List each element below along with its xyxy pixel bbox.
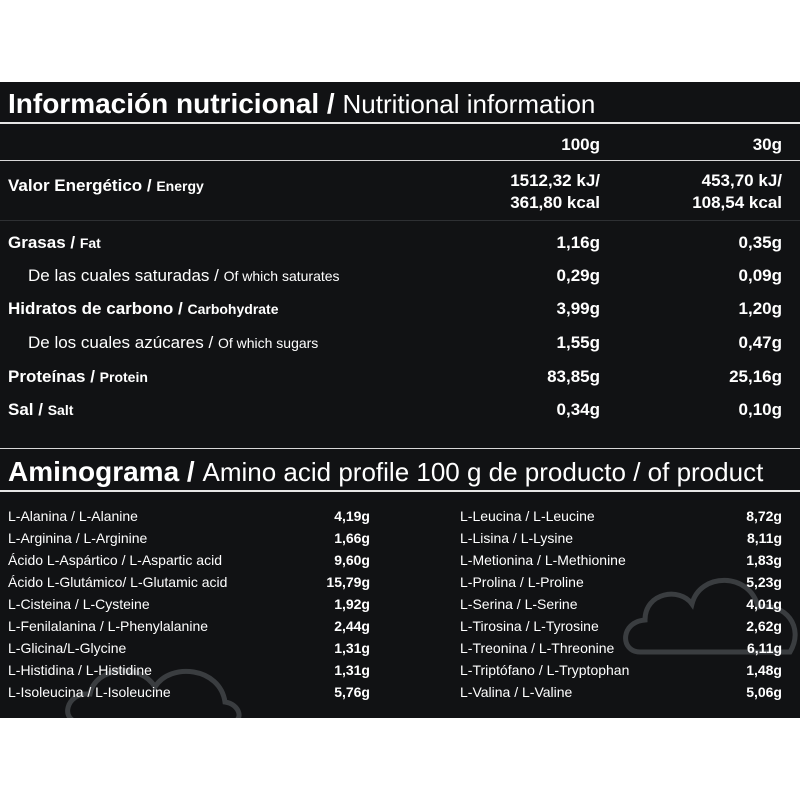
header-divider bbox=[0, 160, 800, 161]
amino-value: 15,79g bbox=[326, 574, 370, 590]
nutrition-title-es: Información nutricional bbox=[8, 88, 320, 119]
nutrition-title-en: Nutritional information bbox=[342, 89, 596, 119]
carbohydrate-value-100g: 3,99g bbox=[556, 299, 600, 318]
aminogram-title-es: Aminograma bbox=[8, 456, 180, 487]
nutrient-label-protein: Proteínas / Protein bbox=[8, 367, 148, 386]
saturates-value-30g: 0,09g bbox=[738, 266, 782, 285]
amino-name: L-Tirosina / L-Tyrosine bbox=[460, 618, 599, 634]
amino-value: 5,76g bbox=[334, 684, 370, 700]
amino-value: 1,66g bbox=[334, 530, 370, 546]
amino-value: 8,11g bbox=[746, 530, 782, 546]
column-header-30g: 30g bbox=[752, 135, 782, 154]
protein-value-30g: 25,16g bbox=[729, 367, 782, 386]
amino-name: L-Alanina / L-Alanine bbox=[8, 508, 138, 524]
nutrition-title: Información nutricional / Nutritional information bbox=[8, 88, 596, 119]
amino-name: Ácido L-Glutámico/ L-Glutamic acid bbox=[8, 574, 228, 590]
salt-value-30g: 0,10g bbox=[738, 400, 782, 419]
amino-name: L-Cisteina / L-Cysteine bbox=[8, 596, 150, 612]
amino-name: L-Isoleucina / L-Isoleucine bbox=[8, 684, 171, 700]
aminogram-divider bbox=[0, 490, 800, 492]
carbohydrate-value-30g: 1,20g bbox=[738, 299, 782, 318]
column-header-100g: 100g bbox=[561, 135, 600, 154]
amino-name: L-Prolina / L-Proline bbox=[460, 574, 584, 590]
aminogram-title-en: Amino acid profile 100 g de producto / of product bbox=[202, 457, 764, 487]
title-divider bbox=[0, 122, 800, 124]
amino-value: 5,23g bbox=[746, 574, 782, 590]
energy-divider bbox=[0, 220, 800, 221]
amino-name: L-Lisina / L-Lysine bbox=[460, 530, 574, 546]
amino-value: 8,72g bbox=[746, 508, 782, 524]
nutrient-label-sugars: De los cuales azúcares / Of which sugars bbox=[28, 333, 319, 352]
amino-value: 2,62g bbox=[746, 618, 782, 634]
amino-value: 6,11g bbox=[746, 640, 782, 656]
amino-value: 9,60g bbox=[334, 552, 370, 568]
amino-value: 5,06g bbox=[746, 684, 782, 700]
energy-value-30g: 453,70 kJ/ 108,54 kcal bbox=[692, 171, 782, 212]
amino-name: Ácido L-Aspártico / L-Aspartic acid bbox=[8, 552, 222, 568]
nutrient-label-energy: Valor Energético / Energy bbox=[8, 176, 204, 195]
amino-value: 1,83g bbox=[746, 552, 782, 568]
fat-value-30g: 0,35g bbox=[738, 233, 782, 252]
amino-name: L-Fenilalanina / L-Phenylalanine bbox=[8, 618, 209, 634]
amino-value: 1,48g bbox=[746, 662, 782, 678]
sugars-value-100g: 1,55g bbox=[556, 333, 600, 352]
nutrition-bottom-divider bbox=[0, 448, 800, 449]
fat-value-100g: 1,16g bbox=[556, 233, 600, 252]
nutrition-label-panel bbox=[0, 82, 800, 718]
amino-name: L-Glicina/L-Glycine bbox=[8, 640, 127, 656]
energy-value-100g: 1512,32 kJ/ 361,80 kcal bbox=[510, 171, 600, 212]
amino-name: L-Arginina / L-Arginine bbox=[8, 530, 148, 546]
amino-name: L-Histidina / L-Histidine bbox=[8, 662, 152, 678]
amino-name: L-Serina / L-Serine bbox=[460, 596, 578, 612]
nutrient-label-saturates: De las cuales saturadas / Of which saturates bbox=[28, 266, 340, 285]
amino-value: 2,44g bbox=[334, 618, 370, 634]
nutrient-label-salt: Sal / Salt bbox=[8, 400, 74, 419]
amino-name: L-Treonina / L-Threonine bbox=[460, 640, 615, 656]
amino-name: L-Leucina / L-Leucine bbox=[460, 508, 595, 524]
saturates-value-100g: 0,29g bbox=[556, 266, 600, 285]
amino-value: 1,31g bbox=[334, 640, 370, 656]
nutrient-label-carbohydrate: Hidratos de carbono / Carbohydrate bbox=[8, 299, 279, 318]
amino-value: 4,01g bbox=[746, 596, 782, 612]
nutrient-label-fat: Grasas / Fat bbox=[8, 233, 101, 252]
amino-value: 1,92g bbox=[334, 596, 370, 612]
amino-name: L-Metionina / L-Methionine bbox=[460, 552, 626, 568]
amino-value: 1,31g bbox=[334, 662, 370, 678]
salt-value-100g: 0,34g bbox=[556, 400, 600, 419]
amino-value: 4,19g bbox=[334, 508, 370, 524]
protein-value-100g: 83,85g bbox=[547, 367, 600, 386]
amino-name: L-Valina / L-Valine bbox=[460, 684, 573, 700]
amino-name: L-Triptófano / L-Tryptophan bbox=[460, 662, 630, 678]
sugars-value-30g: 0,47g bbox=[738, 333, 782, 352]
aminogram-title: Aminograma / Amino acid profile 100 g de producto / of product bbox=[8, 456, 764, 487]
